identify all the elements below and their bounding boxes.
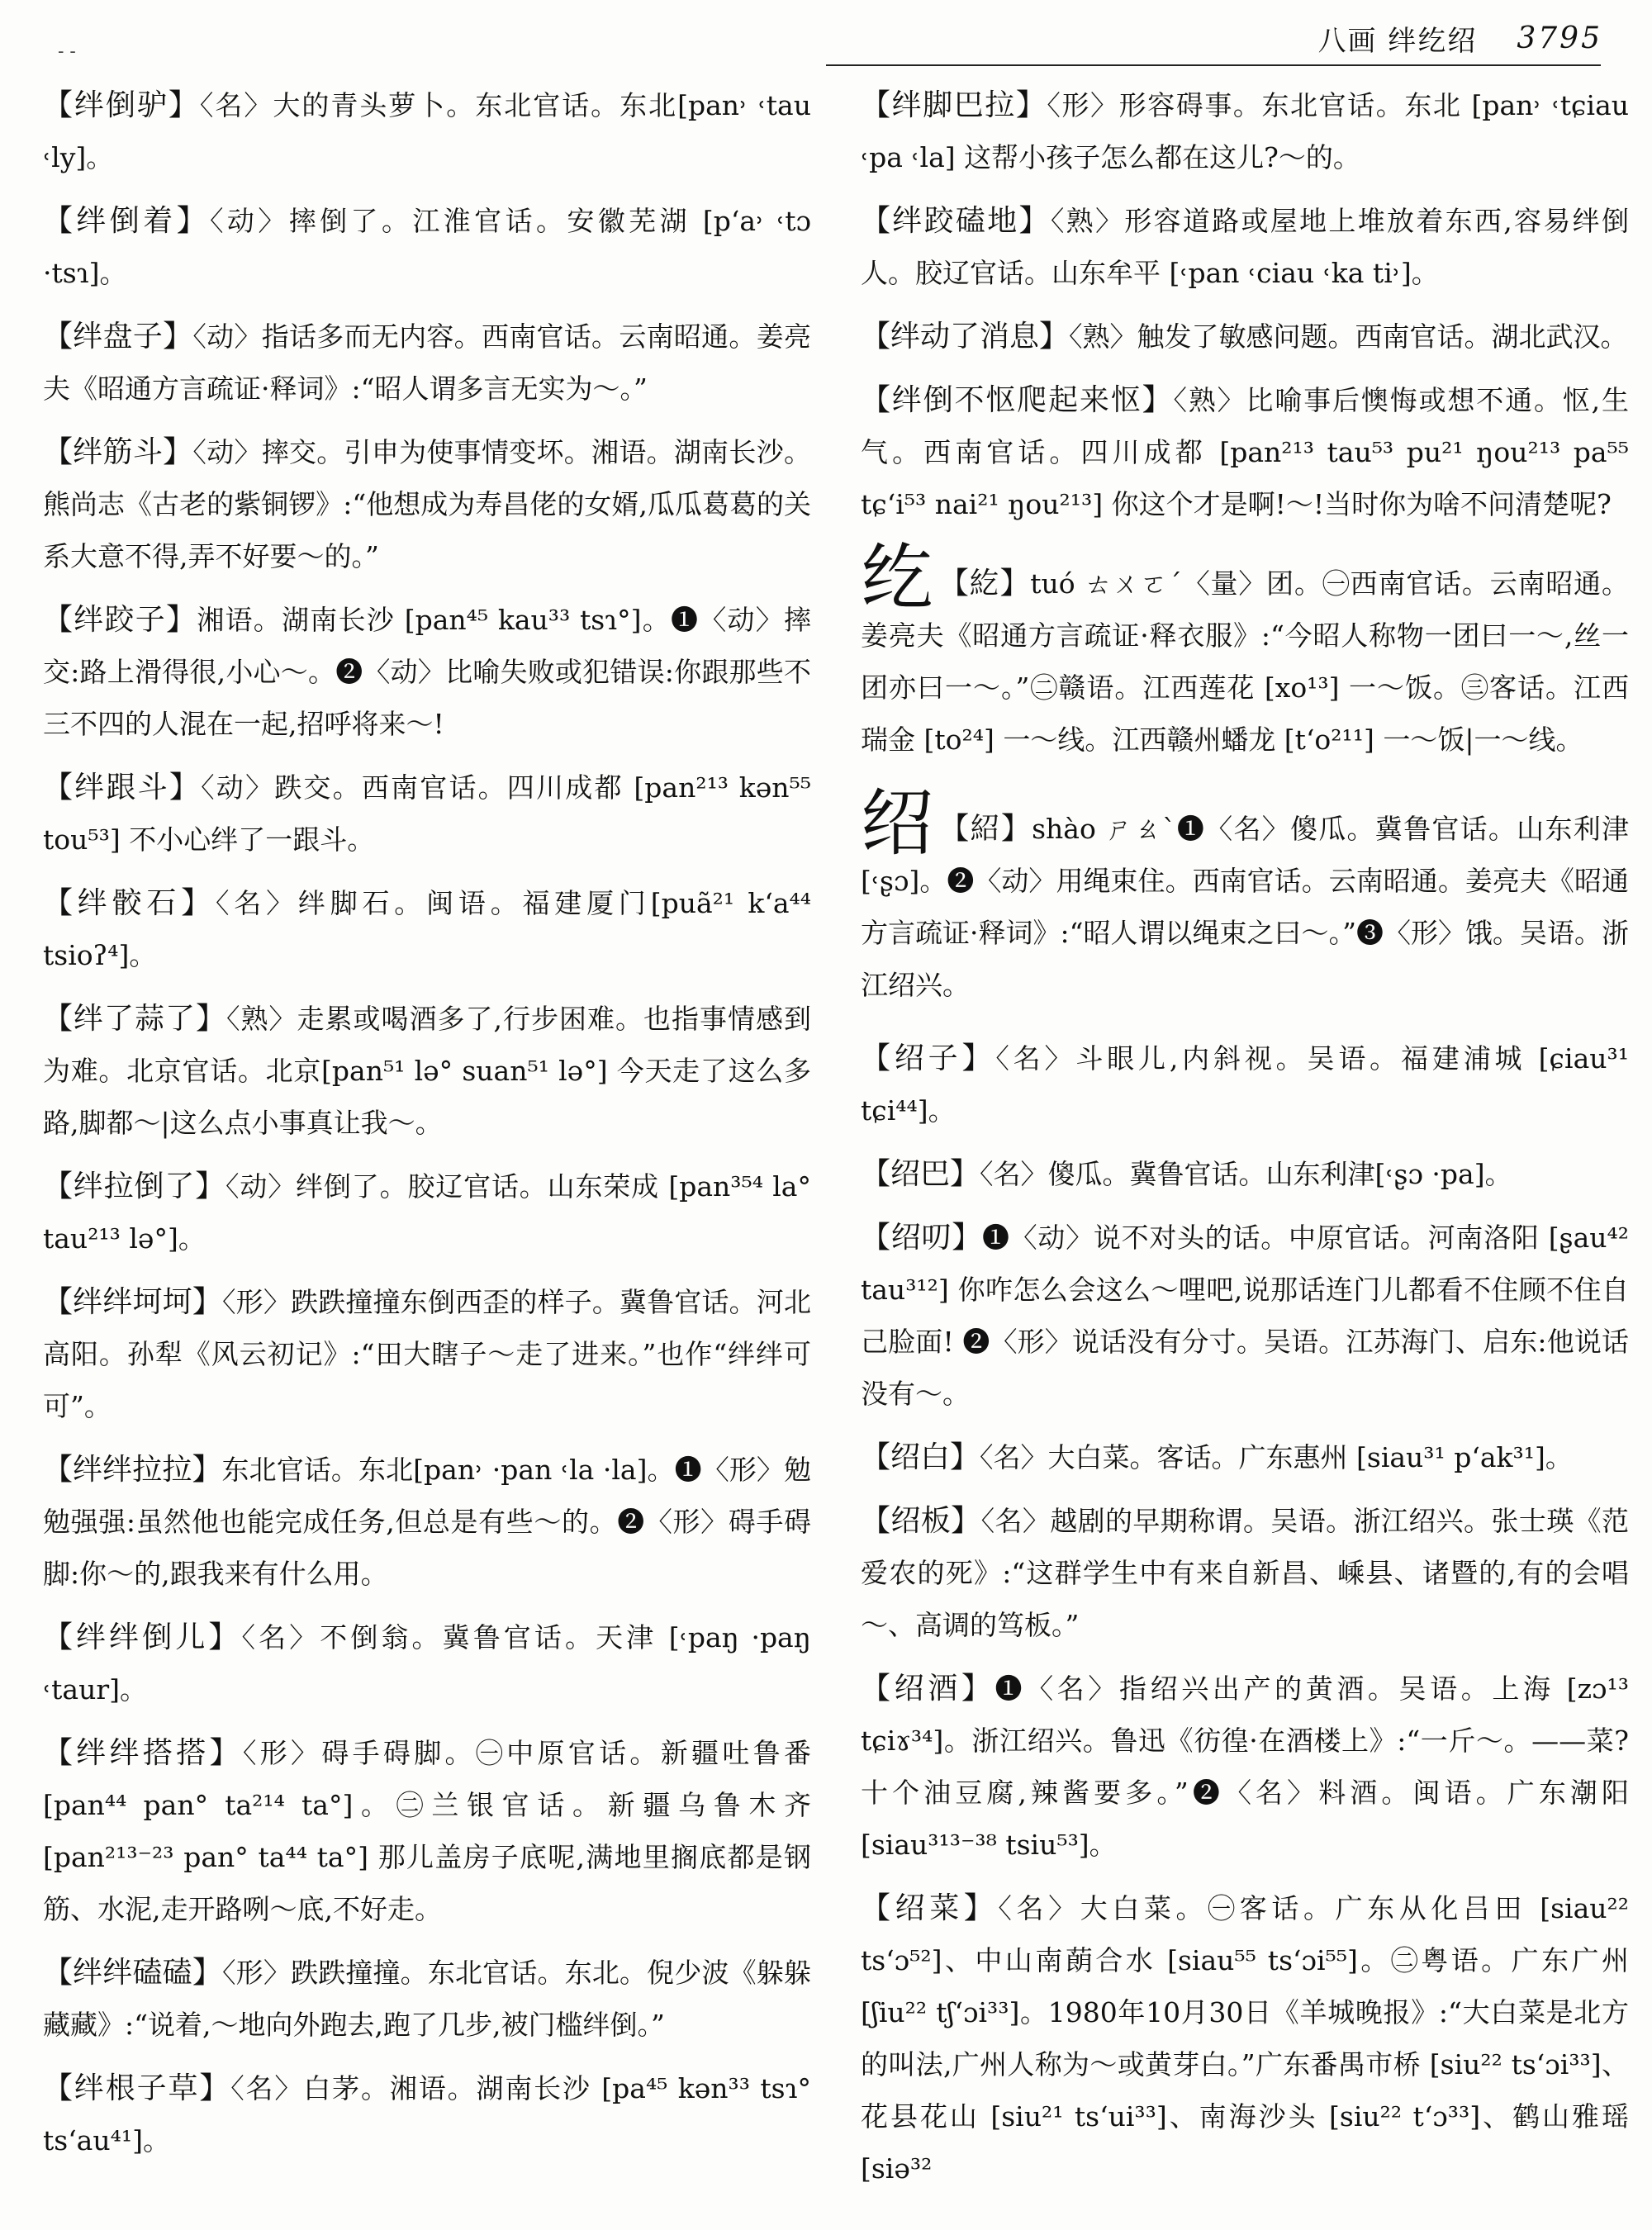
definition: 〈形〉形容碍事。东北官话。东北 [pan˒ ˓tɕiau ˓pa ˓la] 这帮小孩子怎么都在这儿?～的。 (861, 89, 1629, 173)
headword: 【绊绊磕磕】 (43, 1956, 222, 1990)
definition: 〈熟〉走累或喝酒多了,行步困难。也指事情感到为难。北京官话。北京[pan⁵¹ lə° suan⁵¹ lə°] 今天走了这么多路,脚都～|这么点小事真让我～。 (43, 1003, 811, 1139)
definition: 〈名〉不倒翁。冀鲁官话。天津 [˓paŋ ·paŋ ˓taur]。 (43, 1621, 811, 1706)
entry (861, 374, 1629, 530)
definition: 〈名〉越剧的早期称谓。吴语。浙江绍兴。张士瑛《范爱农的死》:“这群学生中有来自新昌、嵊县、诸暨的,有的会唱～、高调的笃板。” (861, 1505, 1629, 1641)
right-column (861, 79, 1629, 2213)
definition: 〈形〉碍手碍脚。㊀中原官话。新疆吐鲁番 [pan⁴⁴ pan° ta²¹⁴ ta°]。㊁兰银官话。新疆乌鲁木齐 [pan²¹³⁻²³ pan° ta⁴⁴ ta°] 那儿盖房子底呢,满地里搁底都是钢筋、水泥,走开路咧～底,不好走。 (43, 1737, 811, 1925)
headword: 【绍叨】 (861, 1221, 982, 1255)
head-character: 绍 (861, 780, 935, 866)
entry (43, 195, 811, 299)
definition: shào ㄕㄠˋ❶〈名〉傻瓜。冀鲁官话。山东利津 [˓ʂɔ]。❷〈动〉用绳束住。西南官话。云南昭通。姜亮夫《昭通方言疏证·释词》:“昭人谓以绳束之曰～。”❸〈形〉饿。吴语。浙江绍兴。 (861, 813, 1629, 1001)
corner-mark: - - (58, 41, 76, 62)
definition: 〈名〉白茅。湘语。湖南长沙 [pa⁴⁵ kən³³ tsɿ° ts‘au⁴¹]。 (43, 2072, 811, 2156)
headword: 【绊脚巴拉】 (861, 88, 1047, 122)
entry (861, 1212, 1629, 1420)
definition: 〈熟〉形容道路或屋地上堆放着东西,容易绊倒人。胶辽官话。山东牟平 [˓pan ˓ciau ˓ka ti˒]。 (861, 205, 1629, 289)
entry (43, 1611, 811, 1715)
definition: 〈形〉跌跌撞撞东倒西歪的样子。冀鲁官话。河北高阳。孙犁《风云初记》:“田大瞎子～走了进来。”也作“绊绊可可”。 (43, 1286, 811, 1422)
definition: 〈动〉绊倒了。胶辽官话。山东荣成 [pan³⁵⁴ la° tau²¹³ lə°]。 (43, 1170, 811, 1255)
definition: ❶〈名〉指绍兴出产的黄酒。吴语。上海 [zɔ¹³ tɕiɤ³⁴]。浙江绍兴。鲁迅《彷徨·在酒楼上》:“一斤～。——菜?十个油豆腐,辣酱要多。”❷〈名〉料酒。闽语。广东潮阳 [siau³¹³⁻³⁸ tsiu⁵³]。 (861, 1672, 1629, 1861)
headword: 【绍白】 (861, 1440, 980, 1474)
headword: 【绊绊拉拉】 (43, 1453, 222, 1487)
headword: 【绍菜】 (861, 1891, 999, 1925)
headword: 【绊筋斗】 (43, 435, 193, 469)
entry (43, 426, 811, 582)
definition: 〈名〉大白菜。客话。广东惠州 [siau³¹ p‘ak³¹]。 (980, 1441, 1573, 1473)
entry (43, 1727, 811, 1935)
entry (43, 993, 811, 1149)
entry (43, 1160, 811, 1264)
definition: 〈动〉摔交。引申为使事情变坏。湘语。湖南长沙。熊尚志《古老的紫铜锣》:“他想成为寿昌佬的女婿,瓜瓜葛葛的关系大意不得,弄不好要～的。” (43, 436, 811, 572)
entry (43, 877, 811, 981)
entry (43, 1276, 811, 1432)
headword: 【紇】 (938, 567, 1031, 600)
headword: 【绊倒着】 (43, 204, 211, 238)
definition: 东北官话。东北[pan˒ ·pan ˓la ·la]。❶〈形〉勉勉强强:虽然他也能完成任务,但总是有些～的。❷〈形〉碍手碍脚:你～的,跟我来有什么用。 (43, 1454, 811, 1590)
head-character: 纥 (861, 535, 934, 620)
definition: 〈名〉大的青头萝卜。东北官话。东北[pan˒ ˓tau ˓ly]。 (43, 89, 811, 173)
character-entry (861, 535, 1629, 776)
definition: 〈动〉指话多而无内容。西南官话。云南昭通。姜亮夫《昭通方言疏证·释词》:“昭人谓多言无实为～。” (43, 320, 811, 405)
entry (861, 1882, 1629, 2194)
headword: 【绊绊倒儿】 (43, 1620, 242, 1654)
definition: 〈形〉跌跌撞撞。东北官话。东北。倪少波《躲躲藏藏》:“说着,～地向外跑去,跑了几步,被门槛绊倒。” (43, 1957, 811, 2041)
definition: 湘语。湖南长沙 [pan⁴⁵ kau³³ tsɿ°]。❶〈动〉摔交:路上滑得很,小心～。❷〈动〉比喻失败或犯错误:你跟那些不三不四的人混在一起,招呼将来～! (43, 604, 811, 740)
character-entry (861, 780, 1629, 1021)
definition: 〈动〉摔倒了。江淮官话。安徽芜湖 [p‘a˒ ˓tɔ ·tsɿ]。 (43, 205, 811, 289)
headword: 【绊倒驴】 (43, 88, 200, 122)
headword: 【绍板】 (861, 1504, 981, 1538)
page-header (50, 18, 1602, 58)
headword: 【绊骹石】 (43, 886, 216, 920)
entry (861, 1032, 1629, 1136)
headword: 【绊绊搭搭】 (43, 1736, 243, 1770)
definition: tuó ㄊㄨㄛˊ〈量〉团。㊀西南官话。云南昭通。姜亮夫《昭通方言疏证·释衣服》:“今昭人称物一团曰一～,丝一团亦曰一～。”㊁赣语。江西莲花 [xo¹³] 一～饭。㊂客话。江西瑞金 [to²⁴] 一～线。江西赣州蟠龙 [t‘o²¹¹] 一～饭|一～线。 (861, 567, 1629, 756)
header-rule (826, 64, 1601, 66)
entry (43, 762, 811, 866)
definition: 〈名〉傻瓜。冀鲁官话。山东利津[˓ʂɔ ·pa]。 (980, 1158, 1512, 1190)
headword: 【绊拉倒了】 (43, 1170, 226, 1203)
entry (43, 2062, 811, 2166)
headword: 【紹】 (939, 812, 1032, 846)
section-title: 八画 绊纥绍 (1317, 24, 1478, 58)
definition: 〈动〉跌交。西南官话。四川成都 [pan²¹³ kən⁵⁵ tou⁵³] 不小心绊了一跟斗。 (43, 771, 811, 856)
entry (43, 1444, 811, 1600)
definition: ❶〈动〉说不对头的话。中原官话。河南洛阳 [ʂau⁴² tau³¹²] 你咋怎么会这么～哩吧,说那话连门儿都看不住顾不住自己脸面! ❷〈形〉说话没有分寸。吴语。江苏海门、启东:他说话没有～。 (861, 1222, 1629, 1410)
headword: 【绊动了消息】 (861, 320, 1070, 353)
headword: 【绊跤磕地】 (861, 204, 1051, 238)
entry (861, 195, 1629, 299)
headword: 【绊跤子】 (43, 603, 197, 637)
headword: 【绊根子草】 (43, 2071, 231, 2105)
headword: 【绍子】 (861, 1041, 996, 1075)
definition: 〈熟〉触发了敏感问题。西南官话。湖北武汉。 (1069, 320, 1628, 353)
headword: 【绊绊坷坷】 (43, 1285, 222, 1319)
headword: 【绊倒不怄爬起来怄】 (861, 383, 1174, 417)
entry (861, 1431, 1629, 1483)
headword: 【绊跟斗】 (43, 771, 202, 804)
page-number: 3795 (1517, 21, 1602, 55)
entry (861, 311, 1629, 363)
entry (861, 79, 1629, 183)
headword: 【绍巴】 (861, 1157, 980, 1191)
entry (43, 1947, 811, 2051)
definition: 〈名〉绊脚石。闽语。福建厦门[puã²¹ k‘a⁴⁴ tsioʔ⁴]。 (43, 887, 811, 971)
definition: 〈熟〉比喻事后懊悔或想不通。怄,生气。西南官话。四川成都 [pan²¹³ tau⁵³ pu²¹ ŋou²¹³ pa⁵⁵ tɕ‘i⁵³ nai²¹ ŋou²¹³] 你这个才是啊!～!当时你为啥不问清楚呢? (861, 384, 1629, 520)
entry (861, 1495, 1629, 1651)
entry (43, 311, 811, 415)
entry (861, 1663, 1629, 1871)
headword: 【绍酒】 (861, 1672, 995, 1706)
left-column (43, 79, 811, 2213)
entry (43, 594, 811, 750)
definition: 〈名〉大白菜。㊀客话。广东从化吕田 [siau²² ts‘ɔ⁵²]、中山南蓢合水 [siau⁵⁵ ts‘ɔi⁵⁵]。㊁粤语。广东广州 [ʃiu²² tʃ‘ɔi³³]。1980年10月30日《羊城晚报》:“大白菜是北方的叫法,广州人称为～或黄芽白。”广东番禺市桥 [siu²² ts‘ɔi³³]、花县花山 [siu²¹ ts‘ui³³]、南海沙头 [siu²² t‘ɔ³³]、鹤山雅瑶 [siə³² (861, 1892, 1629, 2185)
entry (861, 1148, 1629, 1200)
definition: 〈名〉斗眼儿,内斜视。吴语。福建浦城 [ɕiau³¹ tɕi⁴⁴]。 (861, 1042, 1629, 1127)
headword: 【绊了蒜了】 (43, 1002, 226, 1036)
headword: 【绊盘子】 (43, 320, 193, 353)
entry (43, 79, 811, 183)
